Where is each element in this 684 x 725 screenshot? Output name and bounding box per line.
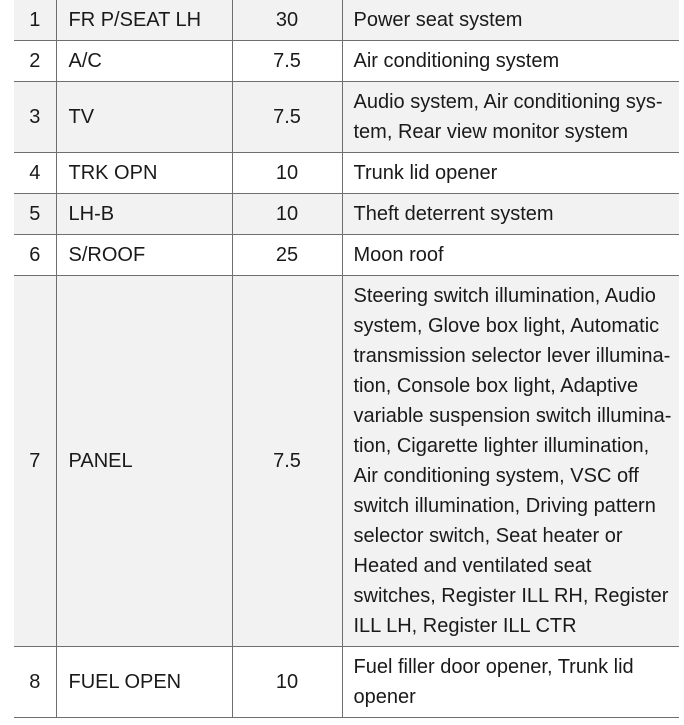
fuse-name: FUEL OPEN xyxy=(56,647,232,718)
fuse-name: S/ROOF xyxy=(56,235,232,276)
fuse-name: FR P/SEAT LH xyxy=(56,0,232,41)
fuse-circuit: Theft deterrent system xyxy=(342,194,679,235)
fuse-circuit: Steering switch illumination, Audio system, Glove box light, Automatic transmission selector lever illumina-tion, Console box light, Adaptive variable suspension switch illumina-tion, Cigarette lighter illumination, Air conditioning system, VSC off switch illumination, Driving pattern selector switch, Seat heater or Heated and ventilated seat switches, Register ILL RH, Register ILL LH, Register ILL CTR xyxy=(342,276,679,647)
table-row xyxy=(14,41,679,82)
table-row xyxy=(14,153,679,194)
table-row xyxy=(14,0,679,41)
fuse-number: 2 xyxy=(14,41,56,82)
fuse-name: TV xyxy=(56,82,232,153)
fuse-circuit: Trunk lid opener xyxy=(342,153,679,194)
fuse-number: 3 xyxy=(14,82,56,153)
fuse-name: LH-B xyxy=(56,194,232,235)
fuse-ampere: 30 xyxy=(232,0,342,41)
table-row xyxy=(14,647,679,718)
fuse-circuit: Fuel filler door opener, Trunk lid opener xyxy=(342,647,679,718)
table-row xyxy=(14,194,679,235)
fuse-ampere: 10 xyxy=(232,194,342,235)
fuse-ampere: 7.5 xyxy=(232,276,342,647)
fuse-name: PANEL xyxy=(56,276,232,647)
fuse-number: 4 xyxy=(14,153,56,194)
table-row xyxy=(14,235,679,276)
fuse-circuit: Power seat system xyxy=(342,0,679,41)
fuse-ampere: 10 xyxy=(232,647,342,718)
fuse-number: 1 xyxy=(14,0,56,41)
fuse-table xyxy=(14,0,679,718)
fuse-circuit: Audio system, Air conditioning sys-tem, Rear view monitor system xyxy=(342,82,679,153)
table-row xyxy=(14,82,679,153)
fuse-ampere: 7.5 xyxy=(232,41,342,82)
fuse-number: 5 xyxy=(14,194,56,235)
fuse-number: 8 xyxy=(14,647,56,718)
table-row xyxy=(14,276,679,647)
fuse-name: TRK OPN xyxy=(56,153,232,194)
fuse-circuit: Air conditioning system xyxy=(342,41,679,82)
fuse-circuit: Moon roof xyxy=(342,235,679,276)
fuse-ampere: 7.5 xyxy=(232,82,342,153)
fuse-ampere: 25 xyxy=(232,235,342,276)
fuse-ampere: 10 xyxy=(232,153,342,194)
fuse-number: 7 xyxy=(14,276,56,647)
fuse-number: 6 xyxy=(14,235,56,276)
fuse-name: A/C xyxy=(56,41,232,82)
